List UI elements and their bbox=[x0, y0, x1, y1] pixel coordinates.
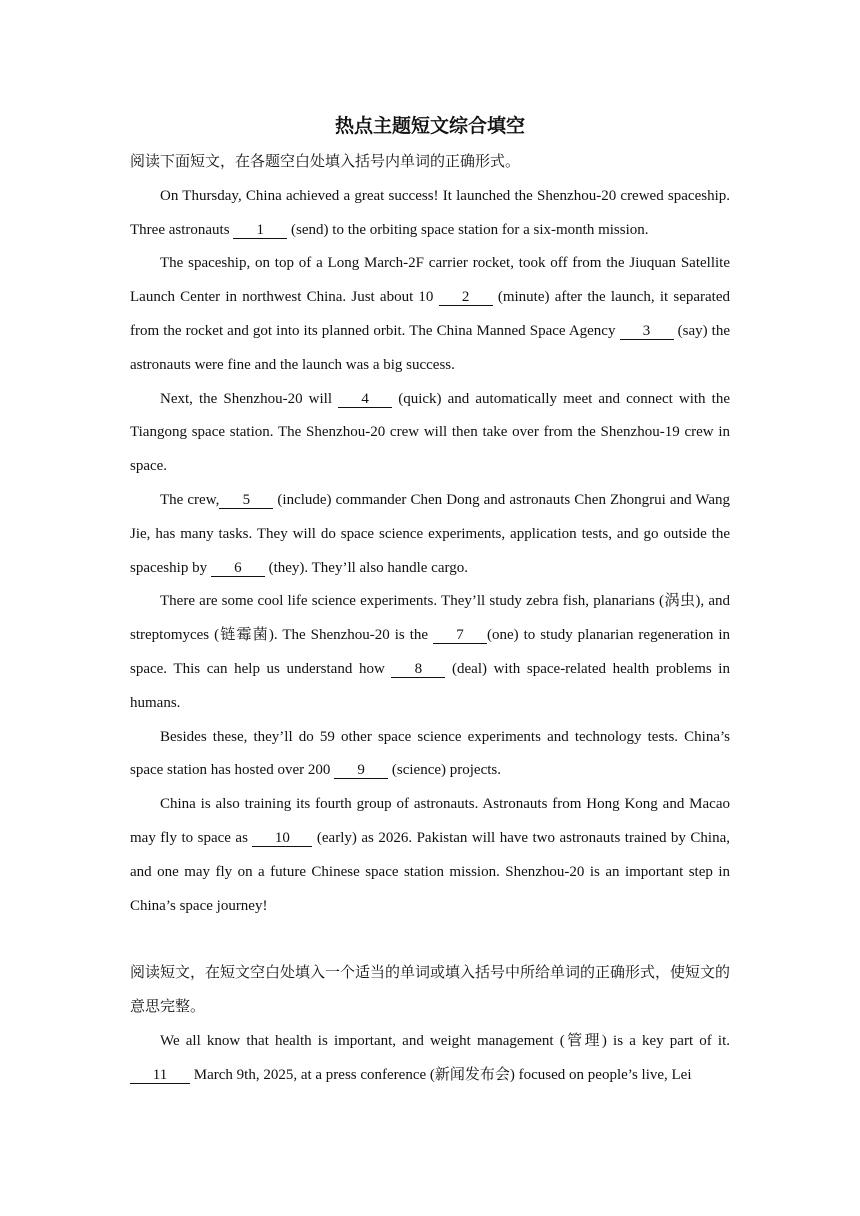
passage-text: March 9th, 2025, at a press conference (新闻发布会) focused on people’s live, Lei bbox=[190, 1066, 692, 1083]
passage-text: Besides these, they’ll do 59 other space science experiments and technology tests. China’s space station has hosted over 200 bbox=[130, 728, 730, 779]
passage-text: On Thursday, China achieved a great success! It launched the Shenzhou-20 crewed spaceship. Three astronauts bbox=[130, 187, 730, 238]
passage-paragraph bbox=[130, 585, 730, 720]
answer-blank[interactable]: 9 bbox=[334, 763, 388, 779]
section1-passage bbox=[130, 180, 730, 924]
section1-instruction: 阅读下面短文，在各题空白处填入括号内单词的正确形式。 bbox=[130, 154, 521, 170]
passage-text: (send) to the orbiting space station for a six-month mission. bbox=[287, 221, 649, 238]
passage-text: Next, the Shenzhou-20 will bbox=[160, 390, 339, 407]
section2-passage bbox=[130, 1025, 730, 1093]
answer-blank[interactable]: 7 bbox=[433, 628, 487, 644]
passage-text: (science) projects. bbox=[388, 762, 501, 779]
worksheet-title: 热点主题短文综合填空 bbox=[334, 116, 525, 137]
answer-blank[interactable]: 1 bbox=[233, 223, 287, 239]
section2-instruction: 阅读短文，在短文空白处填入一个适当的单词或填入括号中所给单词的正确形式，使短文的意思完整。 bbox=[130, 965, 731, 1015]
passage-paragraph bbox=[130, 484, 730, 585]
passage-text: (early) as 2026. Pakistan will have two astronauts trained by China, and one may fly on a future Chinese space station mission. Shenzhou-20 is an important step in China’s space journey! bbox=[130, 829, 730, 914]
passage-paragraph bbox=[130, 1025, 730, 1093]
passage-text: (one) to study planarian regeneration in space. This can help us understand how bbox=[130, 627, 731, 677]
passage-text: There are some cool life science experiments. They’ll study zebra fish, planarians (涡虫), and streptomyces (链霉菌). The Shenzhou-20 is the bbox=[130, 593, 730, 644]
section-spacer bbox=[130, 923, 730, 957]
passage-text: The crew, bbox=[160, 491, 220, 508]
answer-blank[interactable]: 11 bbox=[130, 1068, 190, 1084]
answer-blank[interactable]: 5 bbox=[219, 493, 273, 509]
passage-text: (quick) and automatically meet and connect with the Tiangong space station. The Shenzhou-20 crew will then take over from the Shenzhou-19 crew in space. bbox=[130, 390, 730, 475]
passage-text: (include) commander Chen Dong and astronauts Chen Zhongrui and Wang Jie, has many tasks. They will do space science experiments, application tests, and go outside the spaceship by bbox=[130, 491, 731, 576]
worksheet-page bbox=[130, 112, 730, 1092]
answer-blank[interactable]: 4 bbox=[338, 392, 392, 408]
answer-blank[interactable]: 6 bbox=[211, 561, 265, 577]
answer-blank[interactable]: 3 bbox=[620, 324, 674, 340]
passage-text: (deal) with space-related health problems in humans. bbox=[130, 660, 730, 711]
passage-paragraph bbox=[130, 247, 730, 382]
answer-blank[interactable]: 10 bbox=[252, 831, 312, 847]
passage-paragraph bbox=[130, 721, 730, 789]
passage-paragraph bbox=[130, 788, 730, 923]
answer-blank[interactable]: 8 bbox=[391, 662, 445, 678]
passage-text: (they). They’ll also handle cargo. bbox=[264, 559, 468, 576]
passage-text: China is also training its fourth group of astronauts. Astronauts from Hong Kong and Macao may fly to space as bbox=[130, 796, 730, 846]
passage-text: (say) the astronauts were fine and the launch was a big success. bbox=[130, 322, 731, 373]
passage-text: The spaceship, on top of a Long March-2F carrier rocket, took off from the Jiuquan Satellite Launch Center in northwest China. Just about 10 bbox=[130, 255, 730, 306]
passage-text: (minute) after the launch, it separated from the rocket and got into its planned orbit. The China Manned Space Agency bbox=[130, 289, 730, 339]
answer-blank[interactable]: 2 bbox=[439, 290, 493, 306]
passage-paragraph bbox=[130, 383, 730, 484]
passage-paragraph bbox=[130, 180, 730, 248]
passage-text: We all know that health is important, and weight management (管理) is a key part of it. bbox=[160, 1032, 730, 1049]
